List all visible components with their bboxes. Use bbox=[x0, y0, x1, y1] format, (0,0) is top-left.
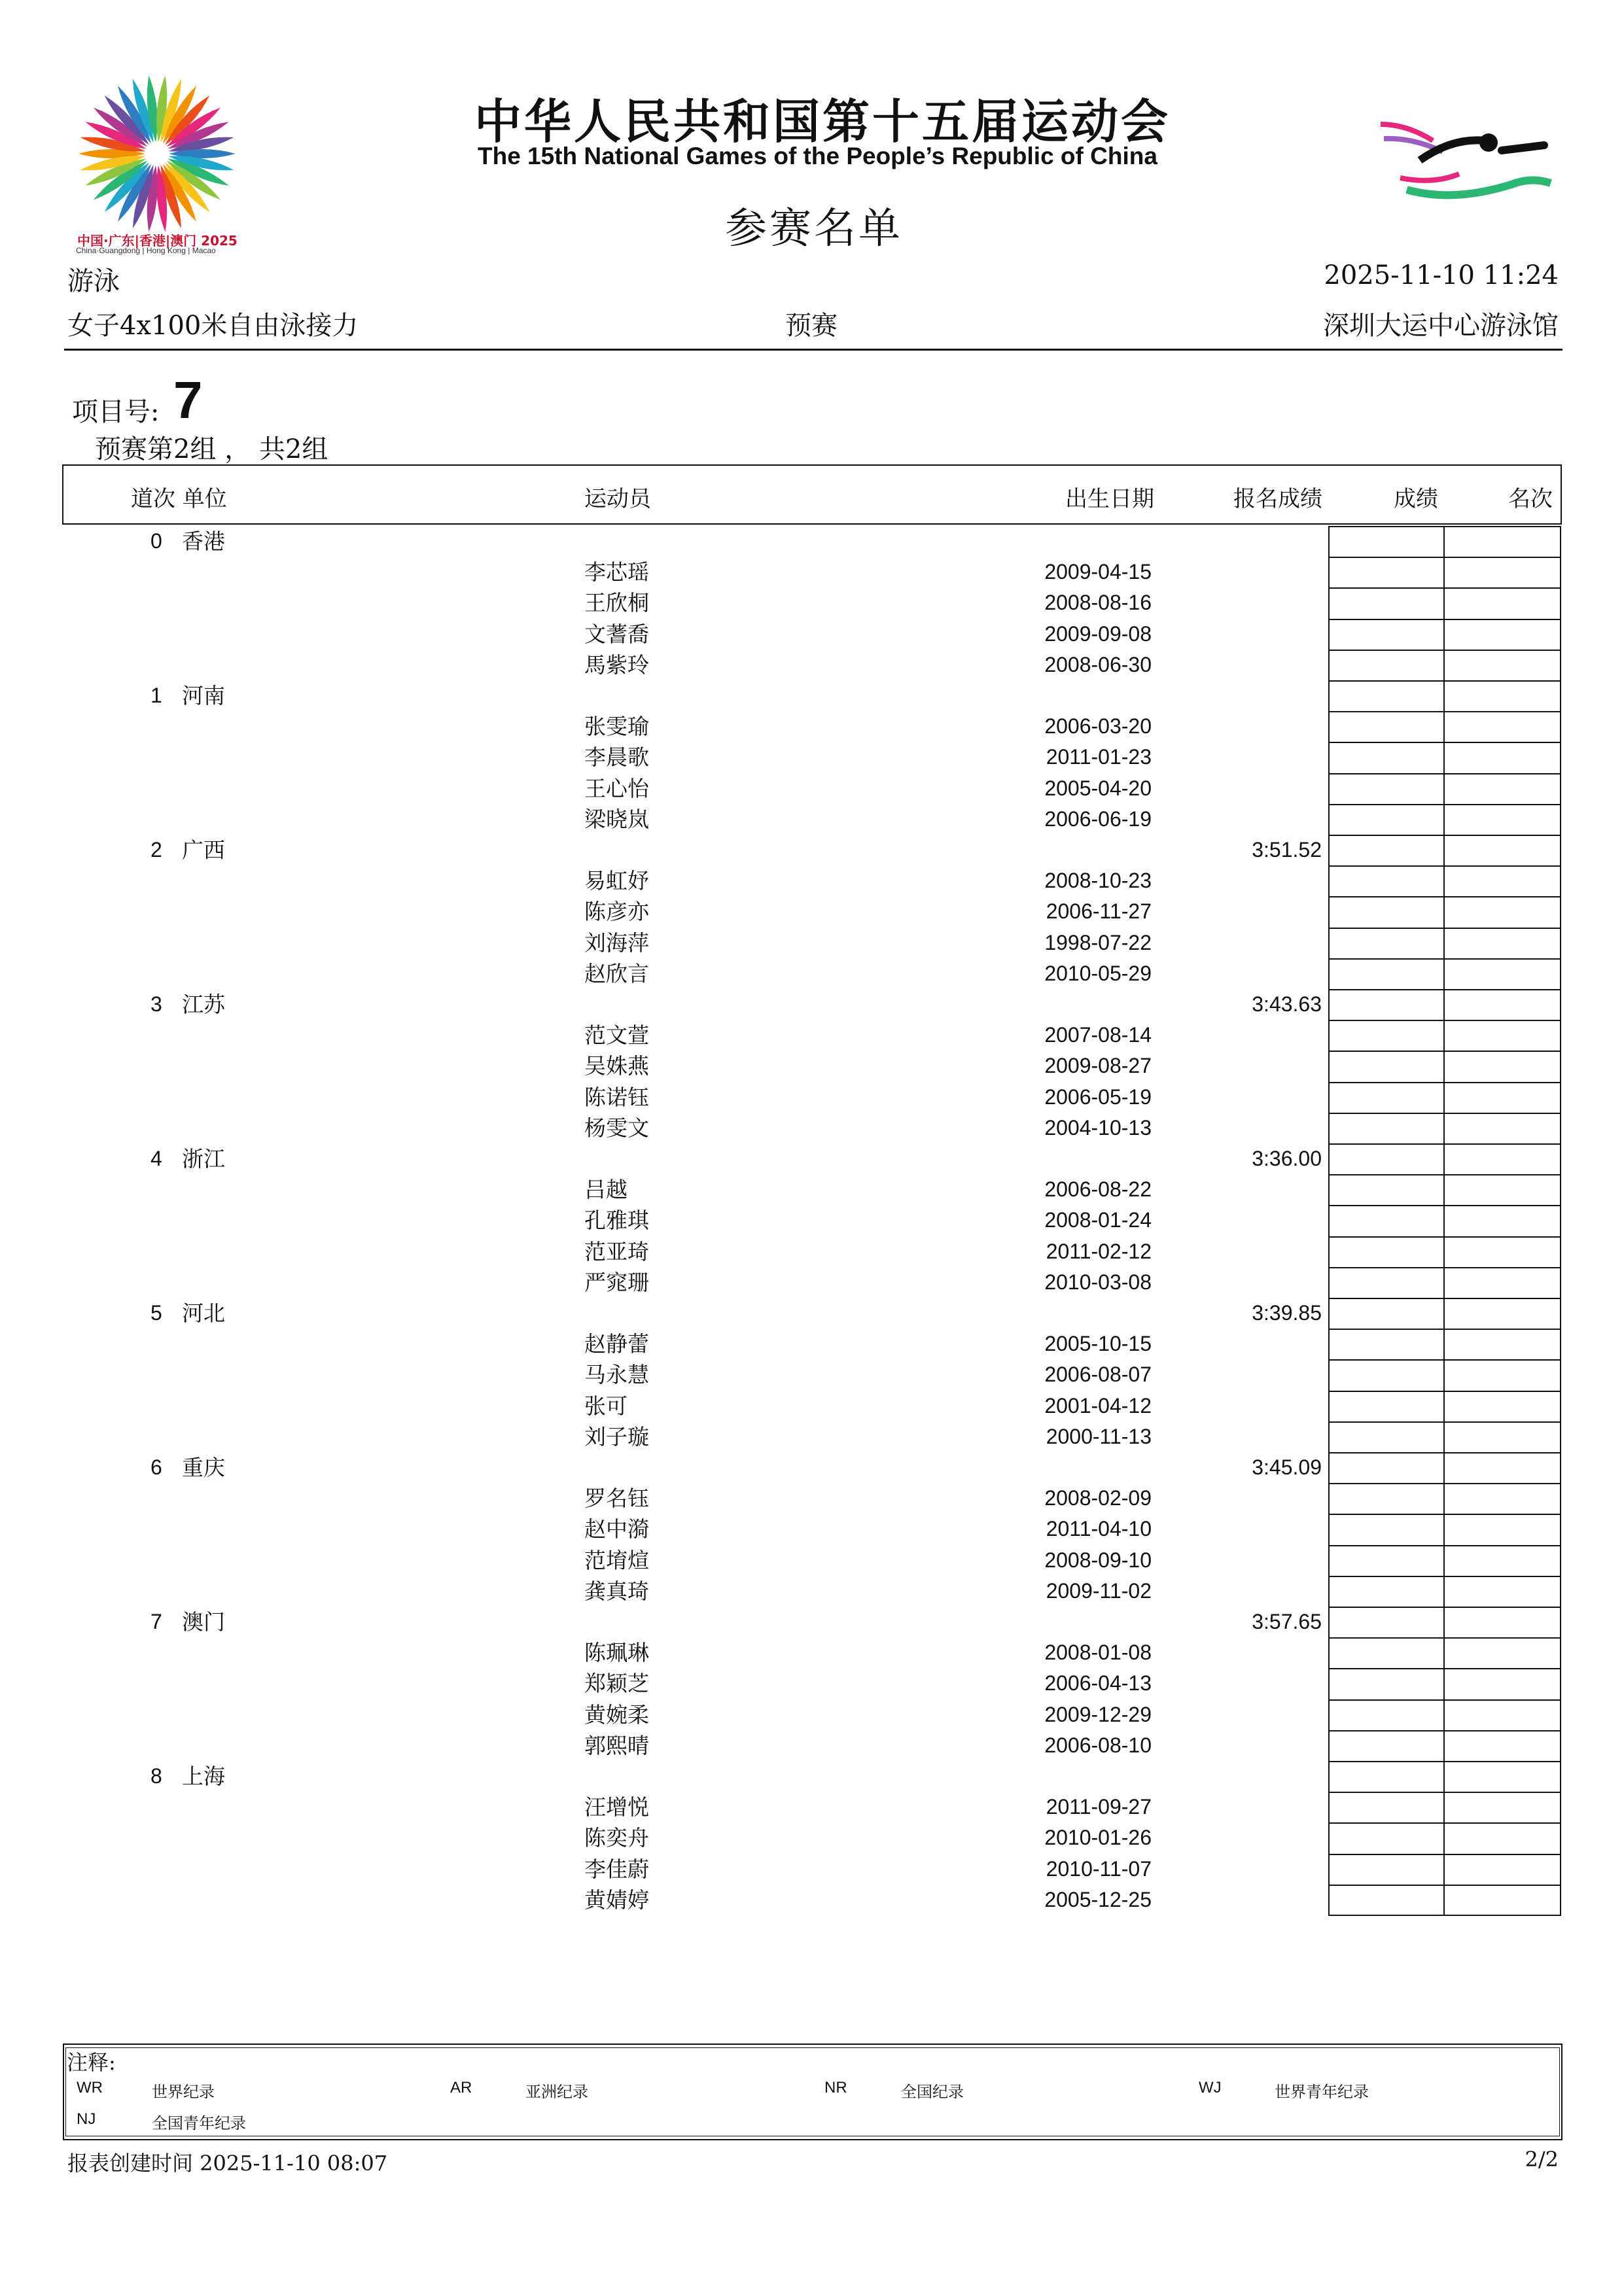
team-name: 香港 bbox=[182, 529, 225, 554]
result-cell[interactable] bbox=[1328, 1637, 1445, 1668]
athlete-name: 孔雅琪 bbox=[584, 1208, 649, 1234]
athlete-row bbox=[0, 1483, 1624, 1514]
rank-cell[interactable] bbox=[1443, 742, 1561, 773]
result-cell[interactable] bbox=[1328, 1730, 1445, 1761]
athlete-name: 梁晓岚 bbox=[584, 806, 649, 832]
result-cell[interactable] bbox=[1328, 1298, 1445, 1329]
team-row bbox=[0, 526, 1624, 557]
result-cell[interactable] bbox=[1328, 1699, 1445, 1730]
athlete-name: 李芯瑶 bbox=[584, 559, 649, 585]
result-cell[interactable] bbox=[1328, 1391, 1445, 1421]
note-abbr: WR bbox=[77, 2079, 103, 2096]
athlete-name: 李佳蔚 bbox=[584, 1856, 649, 1882]
result-cell[interactable] bbox=[1328, 865, 1445, 896]
rank-cell[interactable] bbox=[1443, 1607, 1561, 1637]
rank-cell[interactable] bbox=[1443, 804, 1561, 835]
team-name: 澳门 bbox=[182, 1609, 225, 1635]
athlete-row bbox=[0, 804, 1624, 835]
result-grid-bottom bbox=[1328, 1915, 1561, 1916]
athlete-dob: 2006-08-10 bbox=[1044, 1733, 1152, 1757]
lane-number: 2 bbox=[150, 838, 162, 861]
lane-number: 8 bbox=[150, 1764, 162, 1788]
result-cell[interactable] bbox=[1328, 1607, 1445, 1637]
emblem-caption-en: China·Guangdong | Hong Kong | Macao bbox=[76, 246, 216, 255]
athlete-dob: 2006-08-07 bbox=[1044, 1363, 1152, 1387]
games-title-en: The 15th National Games of the People’s Republic of China bbox=[478, 143, 1157, 169]
athlete-row bbox=[0, 928, 1624, 958]
athlete-row bbox=[0, 1822, 1624, 1853]
entry-time: 3:39.85 bbox=[1252, 1301, 1322, 1325]
header-divider bbox=[64, 349, 1562, 351]
result-cell[interactable] bbox=[1328, 1483, 1445, 1514]
rank-cell[interactable] bbox=[1443, 680, 1561, 711]
rank-cell[interactable] bbox=[1443, 1730, 1561, 1761]
team-row bbox=[0, 1607, 1624, 1637]
athlete-row bbox=[0, 1699, 1624, 1730]
event-phase: 预赛 bbox=[785, 311, 838, 341]
athlete-row bbox=[0, 711, 1624, 742]
athlete-dob: 1998-07-22 bbox=[1044, 930, 1152, 954]
athlete-dob: 2010-01-26 bbox=[1044, 1826, 1152, 1850]
athlete-dob: 2004-10-13 bbox=[1044, 1115, 1152, 1139]
athlete-name: 黄婧婷 bbox=[584, 1887, 649, 1913]
note-abbr: AR bbox=[450, 2079, 472, 2096]
rank-cell[interactable] bbox=[1443, 1699, 1561, 1730]
rank-cell[interactable] bbox=[1443, 773, 1561, 804]
athlete-dob: 2009-08-27 bbox=[1044, 1054, 1152, 1078]
athlete-name: 吴姝燕 bbox=[584, 1053, 649, 1079]
result-cell[interactable] bbox=[1328, 896, 1445, 927]
athlete-row bbox=[0, 1792, 1624, 1822]
athlete-row bbox=[0, 587, 1624, 618]
rank-cell[interactable] bbox=[1443, 1637, 1561, 1668]
team-row bbox=[0, 1452, 1624, 1483]
athlete-row bbox=[0, 1668, 1624, 1699]
athlete-dob: 2007-08-14 bbox=[1044, 1023, 1152, 1047]
athlete-dob: 2006-03-20 bbox=[1044, 714, 1152, 739]
athlete-name: 陈珮琳 bbox=[584, 1640, 649, 1666]
athlete-dob: 2006-04-13 bbox=[1044, 1671, 1152, 1696]
team-name: 广西 bbox=[182, 837, 225, 863]
athlete-dob: 2006-05-19 bbox=[1044, 1085, 1152, 1109]
athlete-dob: 2008-01-24 bbox=[1044, 1208, 1152, 1232]
athlete-row bbox=[0, 1082, 1624, 1113]
swimming-pictogram-icon bbox=[1381, 111, 1564, 209]
rank-cell[interactable] bbox=[1443, 1113, 1561, 1143]
rank-cell[interactable] bbox=[1443, 896, 1561, 927]
athlete-name: 易虹妤 bbox=[584, 868, 649, 894]
lane-number: 3 bbox=[150, 992, 162, 1016]
col-rank: 名次 bbox=[1508, 486, 1553, 512]
rank-cell[interactable] bbox=[1443, 587, 1561, 618]
athlete-dob: 2008-08-16 bbox=[1044, 591, 1152, 615]
athlete-dob: 2009-09-08 bbox=[1044, 621, 1152, 646]
athlete-dob: 2005-12-25 bbox=[1044, 1887, 1152, 1911]
athlete-name: 罗名钰 bbox=[584, 1486, 649, 1512]
games-title-cn: 中华人民共和国第十五届运动会 bbox=[474, 94, 1171, 149]
athlete-row bbox=[0, 1421, 1624, 1452]
rank-cell[interactable] bbox=[1443, 1822, 1561, 1853]
rank-cell[interactable] bbox=[1443, 1761, 1561, 1792]
athlete-row bbox=[0, 1545, 1624, 1576]
athlete-name: 赵欣言 bbox=[584, 960, 649, 986]
note-desc: 亚洲纪录 bbox=[525, 2083, 588, 2101]
result-cell[interactable] bbox=[1328, 680, 1445, 711]
athlete-row bbox=[0, 1020, 1624, 1051]
result-cell[interactable] bbox=[1328, 650, 1445, 680]
athlete-row bbox=[0, 865, 1624, 896]
rank-cell[interactable] bbox=[1443, 1329, 1561, 1359]
result-cell[interactable] bbox=[1328, 1761, 1445, 1792]
athlete-row bbox=[0, 1267, 1624, 1298]
result-cell[interactable] bbox=[1328, 1051, 1445, 1081]
athlete-dob: 2011-09-27 bbox=[1046, 1795, 1152, 1819]
athlete-name: 刘子璇 bbox=[584, 1423, 649, 1450]
event-name: 女子4x100米自由泳接力 bbox=[67, 311, 359, 341]
result-cell[interactable] bbox=[1328, 1143, 1445, 1174]
entry-time: 3:57.65 bbox=[1252, 1610, 1322, 1633]
rank-cell[interactable] bbox=[1443, 1452, 1561, 1483]
col-result: 成绩 bbox=[1394, 486, 1438, 512]
col-entry-time: 报名成绩 bbox=[1233, 486, 1322, 512]
rank-cell[interactable] bbox=[1443, 1885, 1561, 1915]
athlete-dob: 2006-06-19 bbox=[1044, 807, 1152, 831]
result-cell[interactable] bbox=[1328, 1329, 1445, 1359]
rank-cell[interactable] bbox=[1443, 1082, 1561, 1113]
athlete-row bbox=[0, 619, 1624, 650]
result-cell[interactable] bbox=[1328, 1020, 1445, 1051]
entry-time: 3:43.63 bbox=[1252, 992, 1322, 1016]
athlete-name: 陈彦亦 bbox=[584, 899, 649, 925]
result-cell[interactable] bbox=[1328, 1267, 1445, 1298]
athlete-dob: 2001-04-12 bbox=[1044, 1393, 1152, 1418]
rank-cell[interactable] bbox=[1443, 835, 1561, 865]
result-cell[interactable] bbox=[1328, 1668, 1445, 1699]
athlete-row bbox=[0, 1174, 1624, 1205]
rank-cell[interactable] bbox=[1443, 1854, 1561, 1885]
result-cell[interactable] bbox=[1328, 526, 1445, 557]
athlete-dob: 2008-02-09 bbox=[1044, 1486, 1152, 1510]
games-emblem-icon bbox=[65, 62, 249, 258]
athlete-dob: 2006-08-22 bbox=[1044, 1177, 1152, 1202]
rank-cell[interactable] bbox=[1443, 989, 1561, 1020]
result-cell[interactable] bbox=[1328, 1822, 1445, 1853]
athlete-name: 王心怡 bbox=[584, 775, 649, 801]
team-row bbox=[0, 1143, 1624, 1174]
athlete-dob: 2011-04-10 bbox=[1046, 1517, 1152, 1541]
athlete-dob: 2010-11-07 bbox=[1046, 1856, 1152, 1881]
athlete-dob: 2008-09-10 bbox=[1044, 1548, 1152, 1572]
rank-cell[interactable] bbox=[1443, 1020, 1561, 1051]
entry-time: 3:45.09 bbox=[1252, 1455, 1322, 1479]
athlete-row bbox=[0, 1514, 1624, 1544]
result-cell[interactable] bbox=[1328, 1205, 1445, 1236]
document-title: 参赛名单 bbox=[725, 205, 903, 253]
result-cell[interactable] bbox=[1328, 958, 1445, 989]
athlete-name: 郭熙晴 bbox=[584, 1732, 649, 1758]
rank-cell[interactable] bbox=[1443, 928, 1561, 958]
athlete-dob: 2010-03-08 bbox=[1044, 1270, 1152, 1294]
result-cell[interactable] bbox=[1328, 742, 1445, 773]
athlete-name: 陈诺钰 bbox=[584, 1084, 649, 1110]
rank-cell[interactable] bbox=[1443, 619, 1561, 650]
athlete-name: 馬紫玲 bbox=[584, 652, 649, 678]
rank-cell[interactable] bbox=[1443, 1391, 1561, 1421]
athlete-row bbox=[0, 742, 1624, 773]
result-cell[interactable] bbox=[1328, 1452, 1445, 1483]
athlete-name: 杨雯文 bbox=[584, 1115, 649, 1141]
athlete-name: 龚真琦 bbox=[584, 1578, 649, 1604]
lane-number: 4 bbox=[150, 1147, 162, 1170]
result-cell[interactable] bbox=[1328, 804, 1445, 835]
note-desc: 世界纪录 bbox=[152, 2083, 215, 2101]
athlete-dob: 2009-12-29 bbox=[1044, 1702, 1152, 1726]
rank-cell[interactable] bbox=[1443, 1421, 1561, 1452]
team-row bbox=[0, 1761, 1624, 1792]
table-header bbox=[62, 464, 1562, 525]
athlete-row bbox=[0, 650, 1624, 680]
athlete-row bbox=[0, 1359, 1624, 1390]
team-row bbox=[0, 1298, 1624, 1329]
athlete-name: 王欣桐 bbox=[584, 590, 649, 616]
athlete-name: 文蓍喬 bbox=[584, 621, 649, 647]
page-number: 2/2 bbox=[1525, 2147, 1559, 2172]
team-name: 江苏 bbox=[182, 992, 225, 1017]
athlete-dob: 2008-06-30 bbox=[1044, 652, 1152, 676]
rank-cell[interactable] bbox=[1443, 1174, 1561, 1205]
athlete-row bbox=[0, 773, 1624, 804]
athlete-dob: 2009-11-02 bbox=[1046, 1578, 1152, 1603]
rank-cell[interactable] bbox=[1443, 1545, 1561, 1576]
result-cell[interactable] bbox=[1328, 557, 1445, 587]
athlete-row bbox=[0, 896, 1624, 927]
result-cell[interactable] bbox=[1328, 1082, 1445, 1113]
col-lane-unit: 道次 单位 bbox=[131, 486, 227, 512]
notes-label: 注释: bbox=[67, 2050, 116, 2075]
athlete-name: 马永慧 bbox=[584, 1362, 649, 1388]
lane-number: 5 bbox=[150, 1301, 162, 1325]
lane-number: 7 bbox=[150, 1610, 162, 1633]
athlete-row bbox=[0, 1236, 1624, 1267]
result-cell[interactable] bbox=[1328, 989, 1445, 1020]
athlete-dob: 2000-11-13 bbox=[1046, 1424, 1152, 1448]
result-cell[interactable] bbox=[1328, 1514, 1445, 1544]
result-cell[interactable] bbox=[1328, 711, 1445, 742]
athlete-name: 赵中漪 bbox=[584, 1516, 649, 1542]
venue-name: 深圳大运中心游泳馆 bbox=[1323, 311, 1559, 341]
team-name: 重庆 bbox=[182, 1455, 225, 1480]
team-name: 河南 bbox=[182, 683, 225, 708]
result-cell[interactable] bbox=[1328, 619, 1445, 650]
result-cell[interactable] bbox=[1328, 1359, 1445, 1390]
result-cell[interactable] bbox=[1328, 1792, 1445, 1822]
note-abbr: NR bbox=[824, 2079, 847, 2096]
rank-cell[interactable] bbox=[1443, 1792, 1561, 1822]
rank-cell[interactable] bbox=[1443, 1576, 1561, 1607]
team-row bbox=[0, 835, 1624, 865]
athlete-dob: 2008-01-08 bbox=[1044, 1641, 1152, 1665]
athlete-name: 张雯瑜 bbox=[584, 714, 649, 740]
result-cell[interactable] bbox=[1328, 1236, 1445, 1267]
lane-number: 1 bbox=[150, 684, 162, 707]
rank-cell[interactable] bbox=[1443, 1236, 1561, 1267]
sport-name: 游泳 bbox=[67, 266, 120, 296]
event-number-label: 项目号: bbox=[72, 397, 160, 427]
result-cell[interactable] bbox=[1328, 835, 1445, 865]
rank-cell[interactable] bbox=[1443, 650, 1561, 680]
result-cell[interactable] bbox=[1328, 587, 1445, 618]
athlete-row bbox=[0, 557, 1624, 587]
rank-cell[interactable] bbox=[1443, 1051, 1561, 1081]
result-cell[interactable] bbox=[1328, 773, 1445, 804]
athlete-name: 范堉煊 bbox=[584, 1547, 649, 1573]
result-cell[interactable] bbox=[1328, 1854, 1445, 1885]
athlete-row bbox=[0, 958, 1624, 989]
rank-cell[interactable] bbox=[1443, 1205, 1561, 1236]
report-datetime: 2025-11-10 11:24 bbox=[1324, 260, 1559, 290]
athlete-row bbox=[0, 1205, 1624, 1236]
note-abbr: NJ bbox=[77, 2110, 96, 2128]
rank-cell[interactable] bbox=[1443, 1668, 1561, 1699]
athlete-row bbox=[0, 1576, 1624, 1607]
event-number: 7 bbox=[173, 371, 203, 429]
note-desc: 世界青年纪录 bbox=[1275, 2083, 1369, 2101]
result-cell[interactable] bbox=[1328, 928, 1445, 958]
rank-cell[interactable] bbox=[1443, 1359, 1561, 1390]
athlete-name: 范亚琦 bbox=[584, 1238, 649, 1264]
athlete-dob: 2009-04-15 bbox=[1044, 560, 1152, 584]
athlete-name: 黄婉柔 bbox=[584, 1701, 649, 1728]
athlete-dob: 2011-02-12 bbox=[1046, 1239, 1152, 1263]
athlete-dob: 2008-10-23 bbox=[1044, 869, 1152, 893]
entry-time: 3:36.00 bbox=[1252, 1147, 1322, 1170]
athlete-row bbox=[0, 1854, 1624, 1885]
athlete-dob: 2011-01-23 bbox=[1046, 745, 1152, 769]
rank-cell[interactable] bbox=[1443, 711, 1561, 742]
emblem-caption: 中国·广东|香港|澳门 2025 bbox=[77, 233, 238, 249]
athlete-dob: 2005-04-20 bbox=[1044, 776, 1152, 800]
rank-cell[interactable] bbox=[1443, 557, 1561, 587]
athlete-dob: 2005-10-15 bbox=[1044, 1332, 1152, 1356]
result-cell[interactable] bbox=[1328, 1545, 1445, 1576]
rank-cell[interactable] bbox=[1443, 1143, 1561, 1174]
athlete-row bbox=[0, 1113, 1624, 1143]
athlete-name: 范文萱 bbox=[584, 1022, 649, 1049]
team-name: 上海 bbox=[182, 1764, 225, 1789]
team-row bbox=[0, 989, 1624, 1020]
result-cell[interactable] bbox=[1328, 1421, 1445, 1452]
team-name: 浙江 bbox=[182, 1146, 225, 1172]
heat-info: 预赛第2组 ， 共2组 bbox=[95, 434, 328, 464]
report-created-time: 报表创建时间 2025-11-10 08:07 bbox=[67, 2151, 388, 2176]
rank-cell[interactable] bbox=[1443, 1483, 1561, 1514]
rank-cell[interactable] bbox=[1443, 1514, 1561, 1544]
col-athlete: 运动员 bbox=[584, 486, 651, 512]
col-dob: 出生日期 bbox=[1065, 486, 1154, 512]
athlete-name: 赵静蕾 bbox=[584, 1331, 649, 1357]
entry-time: 3:51.52 bbox=[1252, 838, 1322, 861]
athlete-row bbox=[0, 1730, 1624, 1761]
athlete-name: 汪增悦 bbox=[584, 1794, 649, 1820]
rank-cell[interactable] bbox=[1443, 1267, 1561, 1298]
athlete-name: 张可 bbox=[584, 1393, 627, 1419]
athlete-row bbox=[0, 1885, 1624, 1915]
athlete-row bbox=[0, 1051, 1624, 1081]
rank-cell[interactable] bbox=[1443, 865, 1561, 896]
athlete-name: 刘海萍 bbox=[584, 930, 649, 956]
lane-number: 6 bbox=[150, 1455, 162, 1479]
athlete-name: 李晨歌 bbox=[584, 744, 649, 771]
note-abbr: WJ bbox=[1199, 2079, 1222, 2096]
athlete-name: 严窕珊 bbox=[584, 1269, 649, 1295]
athlete-name: 郑颖芝 bbox=[584, 1671, 649, 1697]
result-cell[interactable] bbox=[1328, 1576, 1445, 1607]
result-cell[interactable] bbox=[1328, 1174, 1445, 1205]
athlete-name: 陈奕舟 bbox=[584, 1825, 649, 1851]
team-name: 河北 bbox=[182, 1300, 225, 1326]
note-desc: 全国纪录 bbox=[901, 2083, 964, 2101]
athlete-row bbox=[0, 1329, 1624, 1359]
team-row bbox=[0, 680, 1624, 711]
athlete-dob: 2006-11-27 bbox=[1046, 899, 1152, 924]
rank-cell[interactable] bbox=[1443, 958, 1561, 989]
athlete-row bbox=[0, 1391, 1624, 1421]
athlete-name: 吕越 bbox=[584, 1177, 627, 1203]
rank-cell[interactable] bbox=[1443, 526, 1561, 557]
athlete-dob: 2010-05-29 bbox=[1044, 961, 1152, 985]
athlete-row bbox=[0, 1637, 1624, 1668]
note-desc: 全国青年纪录 bbox=[152, 2114, 246, 2132]
rank-cell[interactable] bbox=[1443, 1298, 1561, 1329]
result-cell[interactable] bbox=[1328, 1885, 1445, 1915]
lane-number: 0 bbox=[150, 529, 162, 553]
result-cell[interactable] bbox=[1328, 1113, 1445, 1143]
